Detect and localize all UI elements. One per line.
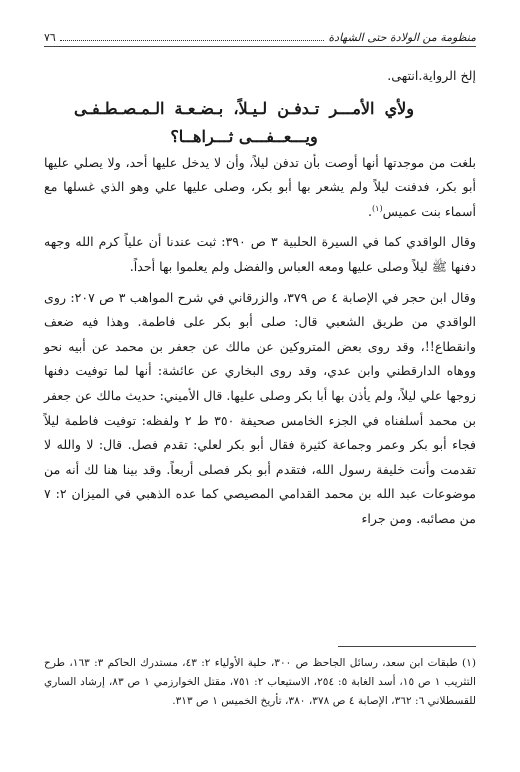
footnote-ref: (١) <box>372 203 383 213</box>
verse-heading: ولأي الأمـــر تـدفـن لـيـلاً، بـضـعـة الـمـصـطـفـى ويـــعــفـــى ثـــراهــا؟ <box>74 98 414 146</box>
footnote-rule <box>338 646 476 647</box>
intro-line: إلخ الرواية.انتهى. <box>387 68 476 83</box>
paragraph-1-text: بلغت من موجدتها أنها أوصت بأن تدفن ليلاً، وأن لا يدخل عليها أحد، ولا يصلي عليها أبو بكر، فدفنت ليلاً ولم يشعر بها أبو بكر، وصلى عليها علي وهو الذي غسلها مع أسماء بنت عميس <box>44 154 476 219</box>
paragraph-3: وقال ابن حجر في الإصابة ٤ ص ٣٧٩، والزرقاني في شرح المواهب ٣ ص ٢٠٧: روى الواقدي من طريق الشعبي قال: صلى أبو بكر على فاطمة. وهذا فيه ضعف وانقطاع!!، وقد روى بعض المتروكين عن مالك عن جعفر بن محمد عن أبيه نحو ووهاه الدارقطني وابن عدي، وقد روى البخاري عن عائشة: أنها لما توفيت دفنها زوجها علي ليلاً، ولم يأذن بها أبا بكر وصلى عليها. قال الأميني: حديث مالك عن جعفر بن محمد أسلفناه في الجزء الخامس صحيفة ٣٥٠ ط ٢ ولفظه: توفيت فاطمة ليلاً فجاء أبو بكر وعمر وجماعة كثيرة فقال أبو بكر لعلي: تقدم فصل. قال: لا والله لا تقدمت وأنت خليفة رسول الله، فتقدم أبو بكر فصلى أربعاً. وقد بينا هنا لك أنه من موضوعات عبد الله بن محمد القدامي المصيصي كما عده الذهبي في الميزان ٢: ٧ من مصائبه. ومن جراء <box>44 289 477 526</box>
page-number: ٧٦ <box>44 31 56 44</box>
paragraph-1 <box>44 151 476 225</box>
header-rule <box>44 46 476 47</box>
paragraph-2: وقال الواقدي كما في السيرة الحلبية ٣ ص ٣٩٠: ثبت عندنا أن علياً كرم الله وجهه دفنها ﷺ ليلاً وصلى عليها ومعه العباس والفضل ولم يعلموا بها أحداً. <box>44 234 476 274</box>
footnote: (١) طبقات ابن سعد، رسائل الجاحظ ص ٣٠٠، حلية الأولياء ٢: ٤٣، مستدرك الحاكم ٣: ١٦٣، طرح التثريب ١ ص ١٥، أسد الغابة ٥: ٢٥٤، الاستيعاب ٢: ٧٥١، مقتل الخوارزمي ١ ص ٨٣، إرشاد الساري للقسطلاني ٦: ٣٦٢، الإصابة ٤ ص ٣٧٨، ٣٨٠، تأريخ الخميس ١ ص ٣١٣. <box>44 657 476 708</box>
page-body <box>44 64 476 532</box>
paragraph-1-end: . <box>368 203 373 219</box>
running-header <box>44 26 476 44</box>
book-title: منظومة من الولادة حتى الشهادة <box>328 31 476 44</box>
header-leader-dots <box>60 40 325 41</box>
